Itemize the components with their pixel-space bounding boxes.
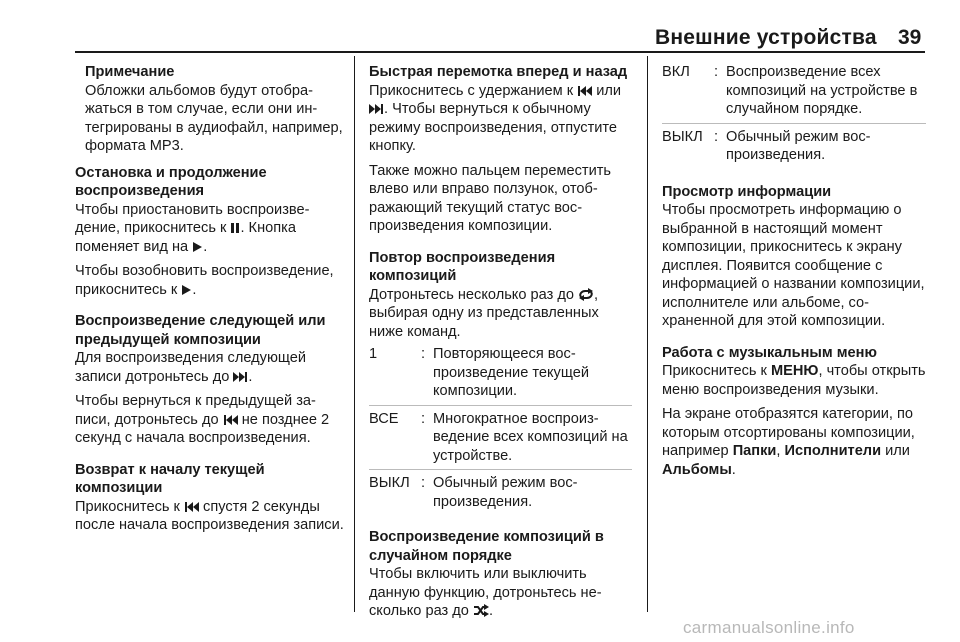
note-title: Примечание: [85, 64, 175, 80]
play-icon: [192, 241, 203, 253]
next-track-icon: [233, 371, 248, 383]
option-desc: Многократное воспроизведение всех композиций на устройстве.: [433, 410, 628, 464]
previous-track-icon: [223, 414, 238, 426]
section-repeat: [369, 249, 632, 516]
paragraph: Чтобы включить или выключить данную функцию, дотроньтесь несколько раз до .: [369, 566, 602, 619]
section-title: Быстрая перемотка вперед и назад: [369, 64, 628, 80]
section-title: Возврат к началу текущей композиции: [75, 461, 265, 496]
paragraph: Чтобы приостановить воспроизведение, прикоснитесь к . Кнопка поменяет вид на .: [75, 201, 310, 255]
section-title: Просмотр информации: [662, 183, 832, 200]
next-track-icon: [369, 103, 384, 115]
page-number: 39: [898, 26, 922, 49]
column-1: [75, 63, 345, 541]
previous-track-icon: [577, 85, 592, 97]
section-shuffle: [369, 528, 632, 621]
section-title: Остановка и продолжение воспроизведения: [75, 164, 267, 199]
folders-keyword: Папки: [732, 443, 777, 459]
page-title: Внешние устройства: [655, 26, 877, 49]
column-2: [369, 63, 632, 627]
paragraph: Чтобы вернуться к предыдущей записи, дотроньтесь до не позднее 2 секунд с начала воспроизведения.: [75, 393, 330, 446]
pause-icon: [230, 222, 240, 234]
section-music-menu: [662, 344, 926, 480]
option-row: ВСЕ : Многократное воспроизведение всех композиций на устройстве.: [369, 410, 632, 471]
albums-keyword: Альбомы: [662, 461, 732, 478]
section-title: Воспроизведение следующей или предыдущей композиции: [75, 313, 326, 348]
option-desc: Повторяющееся воспроизведение текущей композиции.: [433, 346, 589, 399]
option-key: ВЫКЛ: [662, 128, 703, 145]
menu-keyword: МЕНЮ: [770, 363, 819, 379]
option-row: ВЫКЛ : Обычный режим воспроизведения.: [662, 128, 926, 169]
paragraph: Прикоснитесь с удержанием к или . Чтобы вернуться к обычному режиму воспроизведения, отпустите кнопку.: [369, 82, 622, 154]
option-row: ВКЛ : Воспроизведение всех композиций на устройстве в случайном порядке.: [662, 63, 926, 124]
section-title: Повтор воспроизведения композиций: [369, 249, 556, 284]
column-divider-2: [647, 56, 648, 612]
section-title: Воспроизведение композиций в случайном порядке: [369, 529, 604, 564]
paragraph: Также можно пальцем переместить влево или вправо ползунок, отображающий текущий статус воспроизведения композиции.: [369, 162, 612, 234]
option-key: ВСЕ: [369, 410, 399, 427]
watermark: carmanualsonline.info: [683, 618, 855, 637]
artists-keyword: Исполнители: [784, 443, 882, 459]
paragraph: Дотроньтесь несколько раз до , выбирая одну из представленных ниже команд.: [369, 286, 599, 340]
section-fast-forward-rewind: [369, 63, 632, 236]
note-text: Обложки альбомов будут отображаться в том случае, если они интегрированы в аудиофайл, например, формата MP3.: [85, 82, 343, 154]
repeat-icon: [578, 288, 594, 301]
option-row: ВЫКЛ : Обычный режим воспроизведения.: [369, 474, 632, 515]
paragraph: Прикоснитесь к спустя 2 секунды после начала воспроизведения записи.: [75, 498, 344, 533]
paragraph: Для воспроизведения следующей записи дотроньтесь до .: [75, 350, 306, 385]
column-3: [662, 63, 926, 485]
play-icon: [181, 284, 192, 296]
shuffle-options-table: [662, 63, 926, 169]
header-divider: [75, 51, 925, 53]
paragraph: Чтобы просмотреть информацию о выбранной в настоящий момент композиции, прикоснитесь к экрану дисплея. Появится сообщение с информацией о названии композиции, исполнителе или альбоме, сохраненной для этой композиции.: [662, 202, 925, 329]
paragraph: На экране отобразятся категории, по которым отсортированы композиции, например Папки, Исполнители или Альбомы.: [662, 406, 915, 478]
option-desc: Обычный режим воспроизведения.: [726, 128, 871, 163]
column-divider-1: [354, 56, 355, 612]
note-block: [75, 63, 345, 156]
section-view-info: [662, 183, 926, 331]
section-restart-track: [75, 461, 345, 535]
option-key: ВЫКЛ: [369, 475, 410, 491]
option-row: 1 : Повторяющееся воспроизведение текущей композиции.: [369, 345, 632, 406]
previous-track-icon: [184, 501, 199, 513]
repeat-options-table: [369, 345, 632, 515]
paragraph: Чтобы возобновить воспроизведение, прикоснитесь к .: [75, 263, 334, 298]
section-pause-resume: [75, 164, 345, 300]
option-desc: Воспроизведение всех композиций на устройстве в случайном порядке.: [726, 64, 918, 117]
option-desc: Обычный режим воспроизведения.: [433, 475, 578, 510]
section-next-previous: [75, 312, 345, 448]
option-key: 1: [369, 346, 378, 362]
option-key: ВКЛ: [662, 64, 690, 80]
paragraph: Прикоснитесь к МЕНЮ, чтобы открыть меню воспроизведения музыки.: [662, 363, 926, 398]
shuffle-icon: [473, 604, 489, 617]
section-title: Работа с музыкальным меню: [662, 344, 877, 361]
